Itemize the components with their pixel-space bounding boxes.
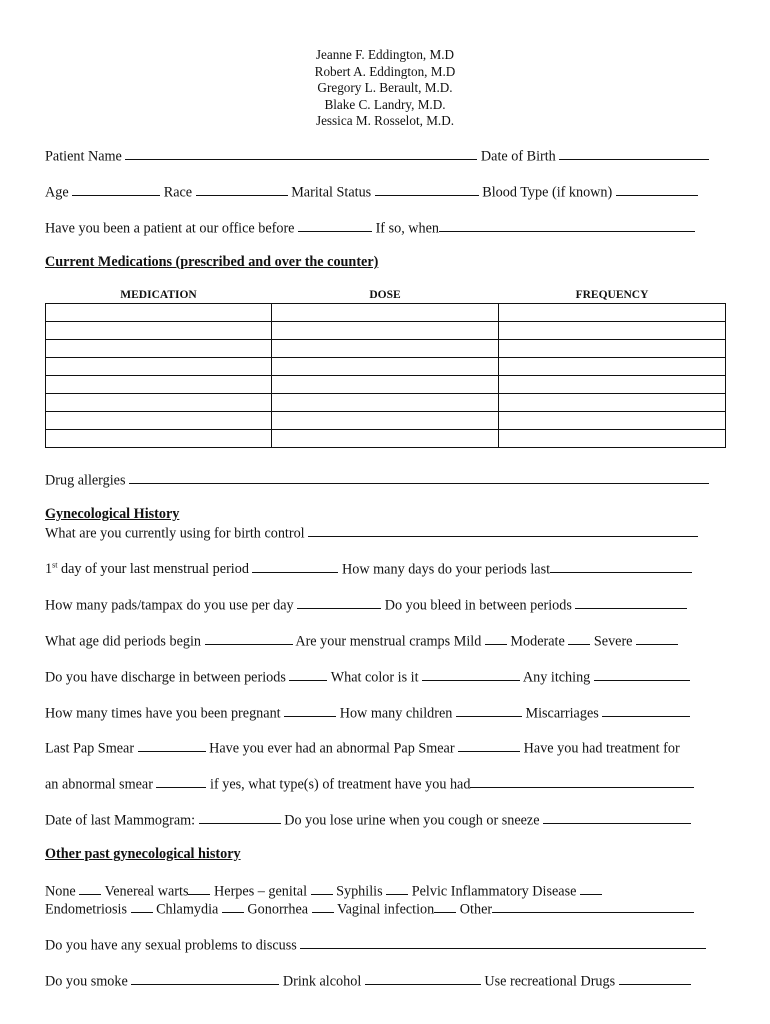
marital-status-label: Marital Status (291, 184, 372, 201)
frequency-cell[interactable] (499, 340, 726, 358)
mammogram-field[interactable] (199, 810, 281, 824)
other-field[interactable] (492, 899, 694, 913)
alcohol-field[interactable] (365, 971, 481, 985)
frequency-column-header: FREQUENCY (575, 289, 649, 301)
table-row (46, 340, 726, 358)
smoke-label: Do you smoke (45, 973, 128, 990)
table-row (46, 412, 726, 430)
abnormal-smear-row (45, 774, 694, 793)
menstrual-period-row (45, 559, 692, 578)
medication-column-header: MEDICATION (120, 289, 197, 301)
color-field[interactable] (422, 667, 520, 681)
abnormal-smear-label: an abnormal smear (45, 776, 153, 793)
age-periods-field[interactable] (205, 631, 293, 645)
vaginal-infection-field[interactable] (434, 899, 456, 913)
habits-row (45, 971, 691, 990)
sexual-problems-field[interactable] (300, 935, 706, 949)
moderate-label: Moderate (510, 633, 565, 650)
herpes-field[interactable] (311, 881, 333, 895)
vaginal-infection-label: Vaginal infection (336, 901, 435, 918)
frequency-cell[interactable] (499, 394, 726, 412)
doctor-name: Jeanne F. Eddington, M.D (315, 47, 455, 62)
other-history-row-2 (45, 899, 694, 918)
bleed-between-field[interactable] (575, 595, 687, 609)
miscarriages-label: Miscarriages (525, 705, 599, 722)
mammogram-row (45, 810, 691, 829)
syphilis-field[interactable] (386, 881, 408, 895)
discharge-field[interactable] (289, 667, 327, 681)
demographics-row (45, 182, 698, 201)
if-so-when-label: If so, when (375, 220, 440, 237)
moderate-field[interactable] (568, 631, 590, 645)
endometriosis-label: Endometriosis (45, 901, 127, 918)
blood-type-label: Blood Type (if known) (482, 184, 613, 201)
bleed-between-label: Do you bleed in between periods (384, 597, 572, 614)
dose-cell[interactable] (272, 430, 499, 448)
pads-row (45, 595, 687, 614)
table-row (46, 304, 726, 322)
dose-cell[interactable] (272, 394, 499, 412)
pregnant-label: How many times have you been pregnant (45, 705, 281, 722)
race-label: Race (163, 184, 193, 201)
pregnancy-row (45, 703, 690, 722)
other-history-row-1 (45, 881, 602, 900)
dob-field[interactable] (559, 146, 709, 160)
days-last-field[interactable] (550, 559, 692, 573)
gonorrhea-field[interactable] (312, 899, 334, 913)
frequency-cell[interactable] (499, 430, 726, 448)
frequency-cell[interactable] (499, 304, 726, 322)
urine-label: Do you lose urine when you cough or sneeze (284, 812, 540, 829)
medication-cell[interactable] (46, 394, 272, 412)
marital-status-field[interactable] (375, 182, 479, 196)
doctor-name: Robert A. Eddington, M.D (314, 63, 456, 79)
age-label: Age (45, 184, 69, 201)
medication-cell[interactable] (46, 304, 272, 322)
severe-field[interactable] (636, 631, 678, 645)
previous-patient-field[interactable] (298, 218, 372, 232)
first-day-field[interactable] (252, 559, 338, 573)
gyn-history-heading: Gynecological History (45, 506, 180, 522)
mammogram-label: Date of last Mammogram: (45, 812, 196, 829)
frequency-cell[interactable] (499, 322, 726, 340)
frequency-cell[interactable] (499, 412, 726, 430)
sexual-problems-label: Do you have any sexual problems to discuss (45, 937, 297, 954)
alcohol-label: Drink alcohol (282, 973, 362, 990)
birth-control-label: What are you currently using for birth control (45, 525, 305, 542)
days-last-label: How many days do your periods last (342, 561, 551, 578)
drug-allergies-row (45, 470, 709, 489)
age-field[interactable] (72, 182, 160, 196)
none-label: None (45, 883, 76, 900)
pads-label: How many pads/tampax do you use per day (45, 597, 294, 614)
chlamydia-field[interactable] (222, 899, 244, 913)
patient-name-label: Patient Name (45, 148, 122, 165)
medications-table (45, 288, 726, 448)
urine-field[interactable] (543, 810, 691, 824)
children-label: How many children (339, 705, 453, 722)
doctor-name: Gregory L. Berault, M.D. (317, 80, 453, 95)
venereal-warts-label: Venereal warts (104, 883, 189, 900)
medication-cell[interactable] (46, 358, 272, 376)
mild-label: Mild (453, 633, 482, 650)
abnormal-smear-field[interactable] (156, 774, 206, 788)
previous-patient-label: Have you been a patient at our office before (45, 220, 295, 237)
medication-cell[interactable] (46, 430, 272, 448)
birth-control-field[interactable] (308, 523, 698, 537)
miscarriages-field[interactable] (602, 703, 690, 717)
dose-cell[interactable] (272, 412, 499, 430)
pregnant-field[interactable] (284, 703, 336, 717)
table-row (46, 358, 726, 376)
itching-field[interactable] (594, 667, 690, 681)
abnormal-pap-label: Have you ever had an abnormal Pap Smear (209, 740, 455, 757)
previous-patient-row (45, 218, 695, 237)
dose-cell[interactable] (272, 376, 499, 394)
treatment-type-label: if yes, what type(s) of treatment have you had (210, 776, 471, 793)
abnormal-pap-field[interactable] (458, 738, 520, 752)
cramps-label: Are your menstrual cramps (295, 633, 451, 650)
blood-type-field[interactable] (616, 182, 698, 196)
other-label: Other (459, 901, 493, 918)
children-field[interactable] (456, 703, 522, 717)
venereal-warts-field[interactable] (188, 881, 210, 895)
pid-field[interactable] (580, 881, 602, 895)
endometriosis-field[interactable] (131, 899, 153, 913)
itching-label: Any itching (522, 669, 591, 686)
dose-cell[interactable] (272, 358, 499, 376)
table-row (46, 376, 726, 394)
periods-begin-row (45, 631, 678, 650)
pap-smear-row (45, 738, 680, 757)
treatment-label: Have you had treatment for (523, 740, 680, 757)
dose-column-header: DOSE (369, 289, 401, 301)
patient-name-field[interactable] (125, 146, 477, 160)
gonorrhea-label: Gonorrhea (247, 901, 309, 918)
drugs-label: Use recreational Drugs (484, 973, 616, 990)
pid-label: Pelvic Inflammatory Disease (411, 883, 577, 900)
medication-cell[interactable] (46, 412, 272, 430)
mild-field[interactable] (485, 631, 507, 645)
severe-label: Severe (593, 633, 633, 650)
herpes-label: Herpes – genital (214, 883, 308, 900)
medication-cell[interactable] (46, 376, 272, 394)
last-pap-label: Last Pap Smear (45, 740, 135, 757)
first-day-label: 1st day of your last menstrual period (45, 560, 249, 578)
drug-allergies-label: Drug allergies (45, 472, 126, 489)
dose-cell[interactable] (272, 304, 499, 322)
table-row (46, 430, 726, 448)
discharge-label: Do you have discharge in between periods (45, 669, 286, 686)
color-label: What color is it (330, 669, 419, 686)
drug-allergies-field[interactable] (129, 470, 709, 484)
drugs-field[interactable] (619, 971, 691, 985)
frequency-cell[interactable] (499, 376, 726, 394)
table-row (46, 394, 726, 412)
doctor-name: Jessica M. Rosselot, M.D. (315, 113, 455, 128)
race-field[interactable] (196, 182, 288, 196)
patient-name-row (45, 146, 709, 165)
birth-control-row (45, 523, 698, 542)
none-field[interactable] (79, 881, 101, 895)
medications-heading: Current Medications (prescribed and over the counter) (45, 254, 379, 270)
smoke-field[interactable] (131, 971, 279, 985)
syphilis-label: Syphilis (336, 883, 383, 900)
dose-cell[interactable] (272, 340, 499, 358)
last-pap-field[interactable] (138, 738, 206, 752)
other-history-heading: Other past gynecological history (45, 846, 241, 862)
medication-cell[interactable] (46, 322, 272, 340)
if-so-when-field[interactable] (439, 218, 695, 232)
sexual-problems-row (45, 935, 706, 954)
table-row (46, 322, 726, 340)
dose-cell[interactable] (272, 322, 499, 340)
doctor-header (0, 47, 770, 130)
treatment-type-field[interactable] (470, 774, 694, 788)
pads-field[interactable] (297, 595, 381, 609)
frequency-cell[interactable] (499, 358, 726, 376)
dob-label: Date of Birth (480, 148, 556, 165)
age-periods-label: What age did periods begin (45, 633, 202, 650)
doctor-name: Blake C. Landry, M.D. (324, 96, 446, 112)
chlamydia-label: Chlamydia (156, 901, 219, 918)
medication-cell[interactable] (46, 340, 272, 358)
discharge-row (45, 667, 690, 686)
